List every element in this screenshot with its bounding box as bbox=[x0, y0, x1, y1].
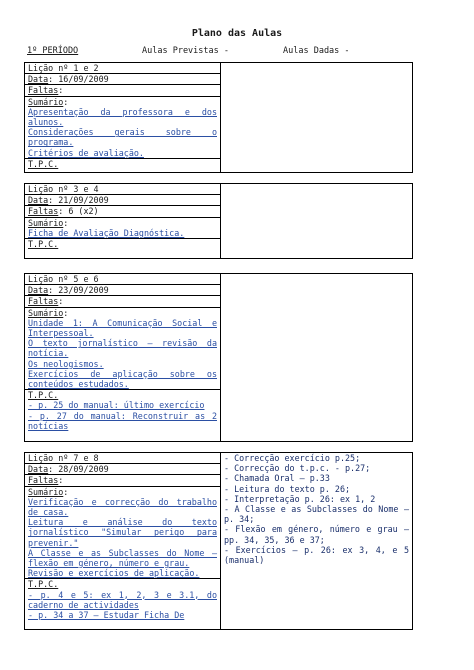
homework-label: T.P.C. bbox=[28, 158, 59, 169]
lesson-number: Lição nº 1 e 2 bbox=[25, 63, 220, 74]
aulas-dadas-label: Aulas Dadas - bbox=[283, 46, 350, 56]
summary-item[interactable]: Critérios de avaliação. bbox=[28, 147, 144, 158]
lesson-absences: Faltas: 6 (x2) bbox=[25, 206, 220, 217]
summary-item[interactable]: Os neologismos. bbox=[28, 358, 104, 369]
lesson-date: Data: 28/09/2009 bbox=[25, 464, 220, 475]
lesson-homework bbox=[25, 390, 220, 431]
lesson-homework bbox=[25, 159, 220, 169]
note-item: - Chamada Oral – p.33 bbox=[224, 473, 330, 484]
lesson-homework bbox=[25, 579, 220, 620]
note-item: - Leitura do texto p. 26; bbox=[224, 483, 351, 494]
summary-item[interactable]: Leitura e análise do texto jornalístico "Simular perigo para prevenir." bbox=[28, 517, 217, 548]
lesson-details bbox=[25, 63, 221, 172]
lesson-date: Data: 21/09/2009 bbox=[25, 195, 220, 206]
period-header bbox=[27, 46, 447, 58]
lesson-details bbox=[25, 184, 221, 258]
summary-item[interactable]: Verificação e correcção do trabalho de casa. bbox=[28, 496, 217, 518]
homework-item[interactable]: - p. 25 do manual: último exercício bbox=[28, 400, 205, 411]
lesson-date: Data: 23/09/2009 bbox=[25, 285, 220, 296]
document-title: Plano das Aulas bbox=[191, 28, 283, 39]
note-item: - Interpretação p. 26: ex 1, 2 bbox=[224, 493, 376, 504]
summary-item[interactable]: Ficha de Avaliação Diagnóstica. bbox=[28, 227, 185, 238]
lesson-summary: Sumário: Ficha de Avaliação Diagnóstica. bbox=[25, 218, 220, 239]
summary-item[interactable]: A Classe e as Subclasses do Nome – flexão em género, número e grau. bbox=[28, 547, 217, 569]
lesson-number: Lição nº 3 e 4 bbox=[25, 184, 220, 195]
lesson-details bbox=[25, 453, 221, 629]
lesson-block bbox=[24, 273, 413, 442]
homework-label: T.P.C. bbox=[28, 390, 59, 401]
note-item: - A Classe e as Subclasses do Nome – p. 34; bbox=[224, 504, 409, 525]
summary-item[interactable]: Exercícios de aplicação sobre os conteúdos estudados. bbox=[28, 368, 217, 390]
lesson-summary: Sumário: Apresentação da professora e dos alunos. Considerações gerais sobre o programa. Critérios de avaliação. bbox=[25, 97, 220, 159]
lesson-block bbox=[24, 62, 413, 173]
summary-item[interactable]: Considerações gerais sobre o programa. bbox=[28, 127, 217, 148]
lesson-number: Lição nº 7 e 8 bbox=[25, 453, 220, 464]
lesson-block bbox=[24, 183, 413, 259]
summary-label: Sumário bbox=[28, 307, 64, 318]
aulas-previstas-label: Aulas Previstas - bbox=[142, 46, 229, 56]
note-item: - Flexão em género, número e grau – pp. 34, 35, 36 e 37; bbox=[224, 524, 409, 545]
lesson-absences: Faltas: bbox=[25, 475, 220, 486]
note-item: - Correcção do t.p.c. - p.27; bbox=[224, 463, 371, 474]
lesson-absences: Faltas: bbox=[25, 296, 220, 307]
period-label: 1º PERÍODO bbox=[27, 46, 79, 56]
lesson-number: Lição nº 5 e 6 bbox=[25, 274, 220, 285]
homework-label: T.P.C. bbox=[28, 579, 59, 590]
summary-label: Sumário bbox=[28, 96, 64, 107]
lesson-absences: Faltas: bbox=[25, 85, 220, 96]
lesson-block bbox=[24, 452, 413, 630]
homework-item[interactable]: - p. 27 do manual: Reconstruir as 2 notícias bbox=[28, 410, 217, 431]
lesson-notes bbox=[221, 453, 412, 629]
lesson-date: Data: 16/09/2009 bbox=[25, 74, 220, 85]
homework-item[interactable]: - p. 34 a 37 – Estudar Ficha De bbox=[28, 610, 185, 621]
lesson-details bbox=[25, 274, 221, 441]
homework-label: T.P.C. bbox=[28, 239, 59, 250]
lesson-summary: Sumário: Unidade 1: A Comunicação Social e Interpessoal. O texto jornalístico – revisão da notícia. Os neologismos. Exercícios de aplicação sobre os conteúdos estudados. bbox=[25, 308, 220, 391]
summary-item[interactable]: Unidade 1: A Comunicação Social e Interpessoal. bbox=[28, 317, 217, 339]
note-item: - Correcção exercício p.25; bbox=[224, 453, 361, 463]
note-item: - Exercícios – p. 26: ex 3, 4, e 5 (manual) bbox=[224, 544, 409, 566]
lesson-summary: Sumário: Verificação e correcção do trabalho de casa. Leitura e análise do texto jornalístico "Simular perigo para prevenir." A Classe e as Subclasses do Nome – flexão em género, número e grau. Revisão e exercícios de aplicação. bbox=[25, 487, 220, 580]
summary-item[interactable]: Apresentação da professora e dos alunos. bbox=[28, 106, 217, 128]
summary-label: Sumário bbox=[28, 217, 64, 228]
summary-item[interactable]: Revisão e exercícios de aplicação. bbox=[28, 568, 200, 579]
lesson-homework bbox=[25, 239, 220, 249]
lesson-notes bbox=[221, 184, 412, 258]
lesson-notes bbox=[221, 274, 412, 441]
homework-item[interactable]: - p. 4 e 5: ex 1, 2, 3 e 3.1, do caderno de actividades bbox=[28, 589, 217, 610]
summary-label: Sumário bbox=[28, 486, 64, 497]
lesson-notes bbox=[221, 63, 412, 172]
summary-item[interactable]: O texto jornalístico – revisão da notícia. bbox=[28, 338, 217, 359]
